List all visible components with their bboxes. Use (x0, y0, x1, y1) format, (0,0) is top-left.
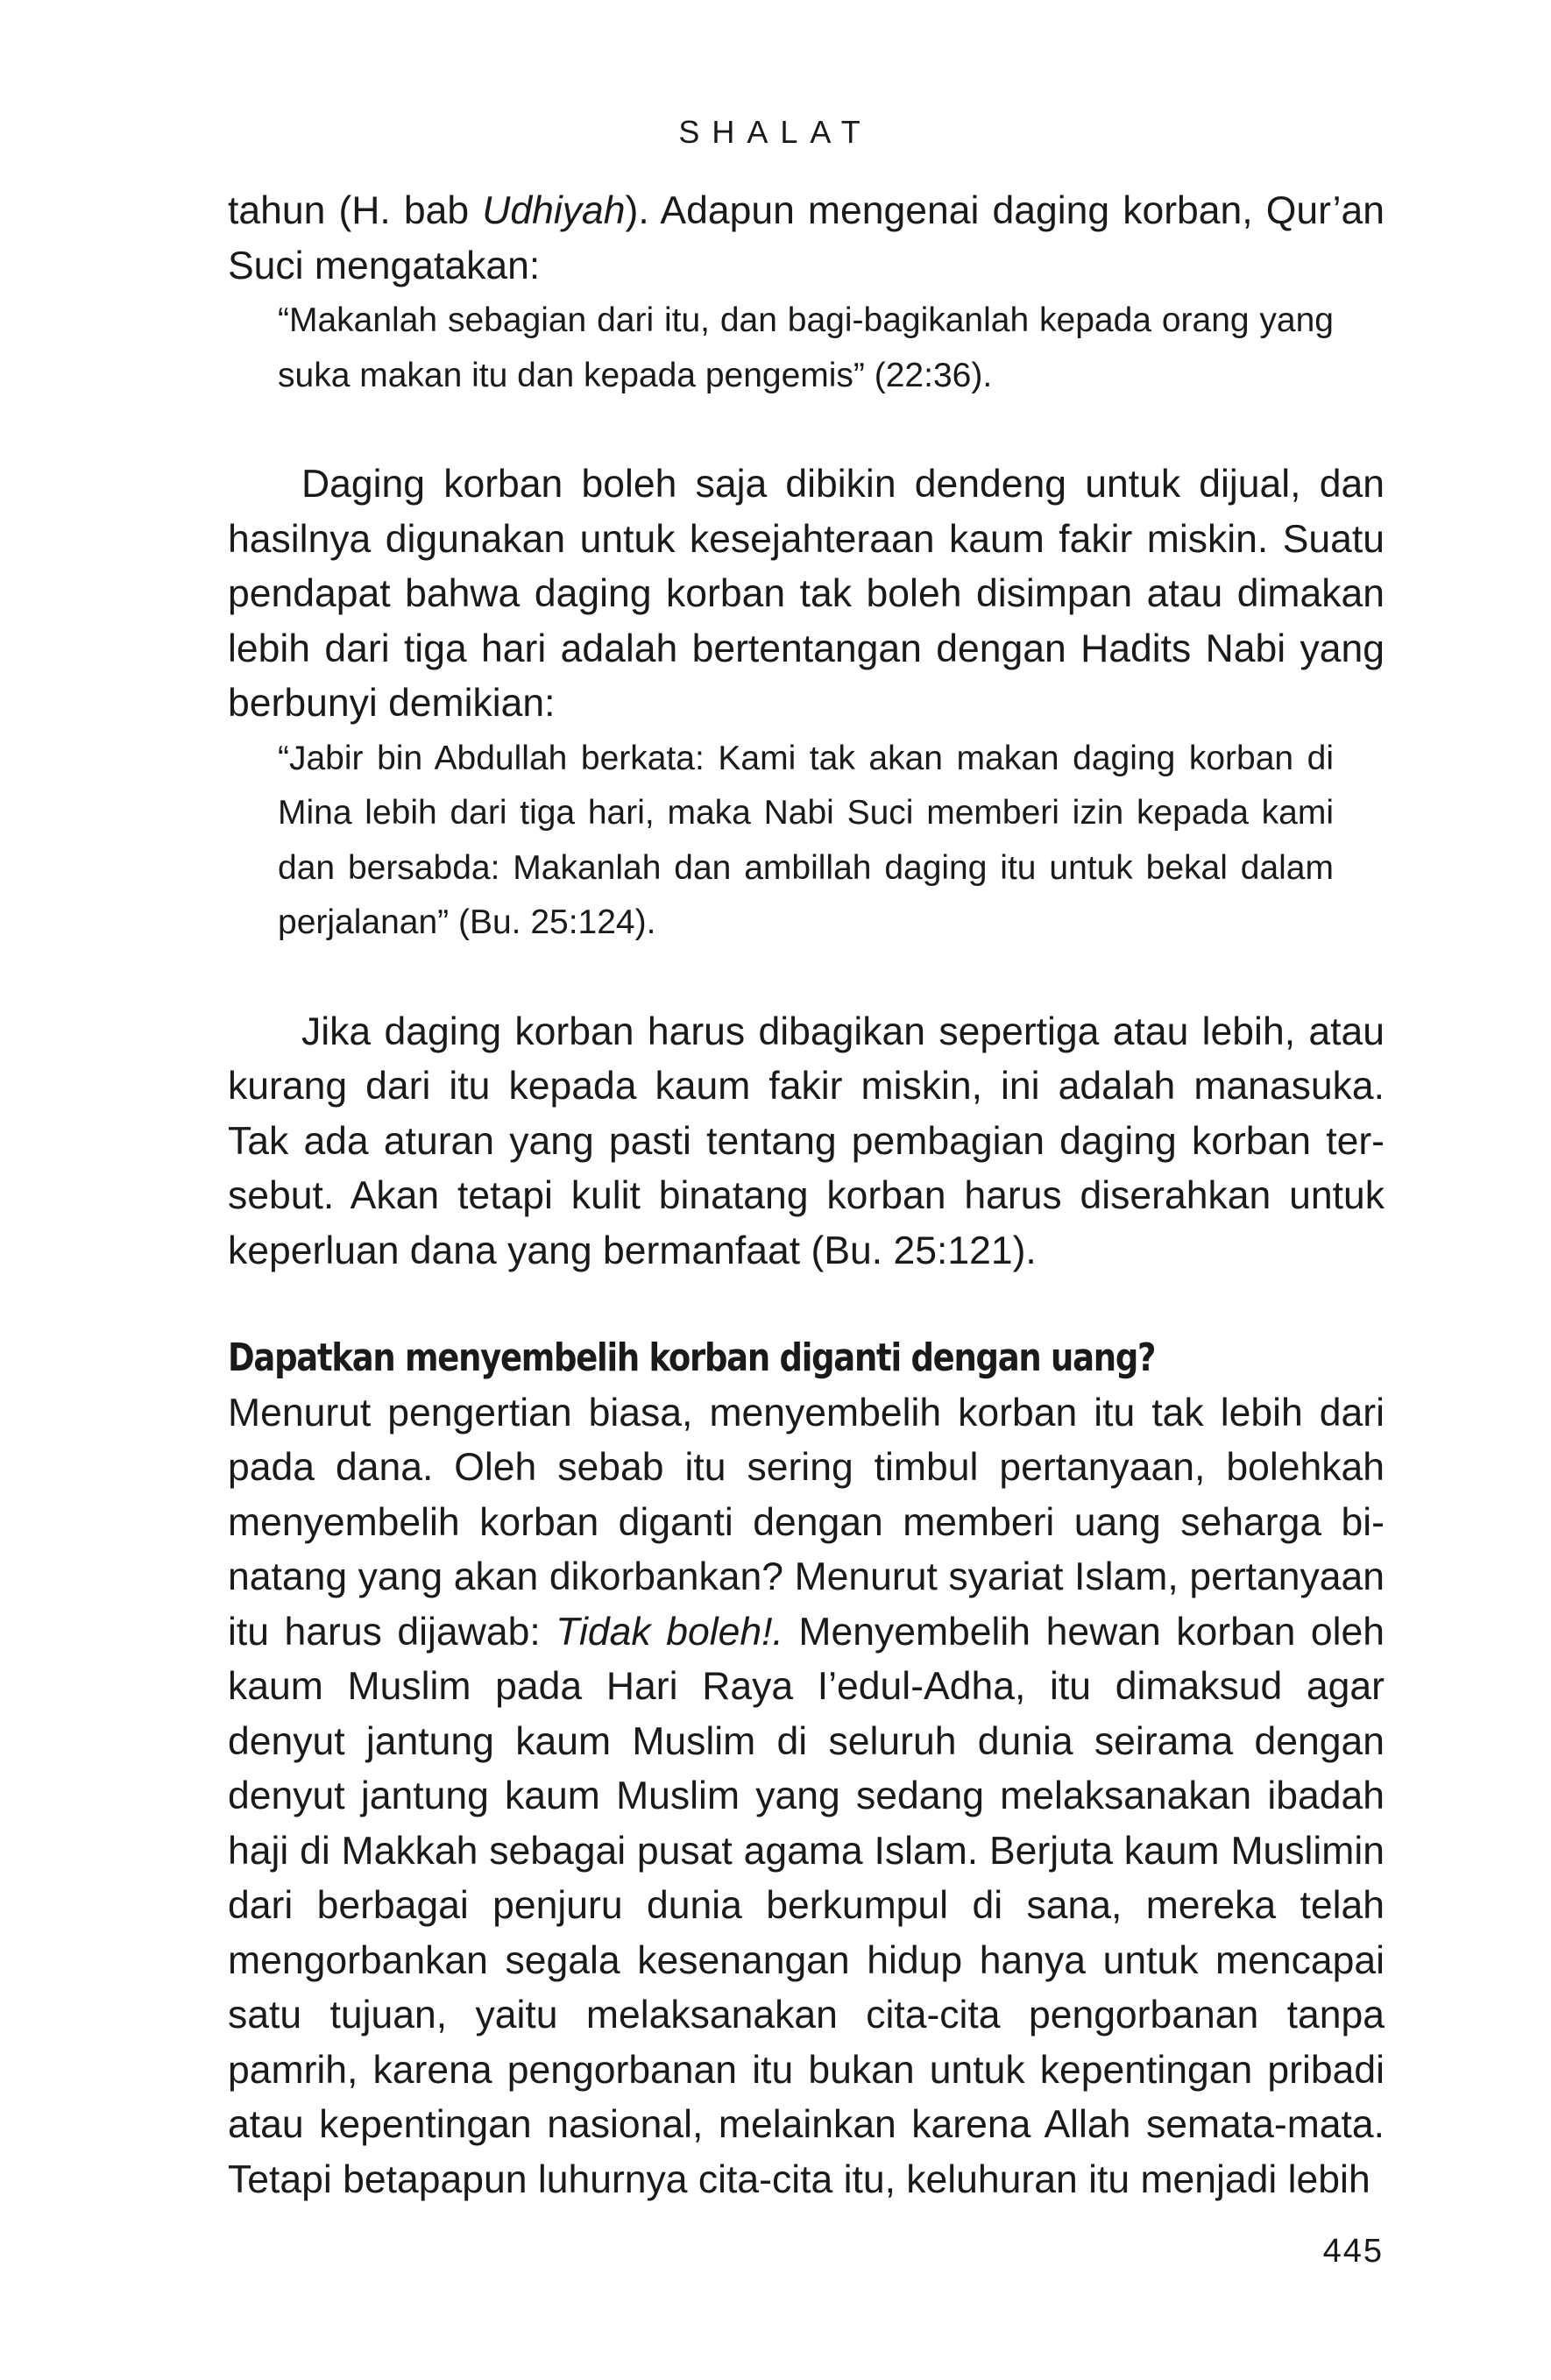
paragraph-4 (228, 1386, 1385, 2208)
paragraph-1-text-a: tahun (H. bab (228, 189, 483, 232)
paragraph-4-italic: Tidak boleh!. (556, 1610, 783, 1654)
quote-quran: “Makanlah sebagian dari itu, dan bagi-bagikanlah kepada orang yang suka makan itu dan kepada pengemis” (22:36). (278, 301, 1334, 394)
page-content (228, 184, 1385, 2207)
section-heading: Dapatkan menyembelih korban diganti dengan uang? (228, 1335, 1156, 1380)
paragraph-3: Jika daging korban harus dibagikan sepertiga atau lebih, atau kurang dari itu kepada kaum fakir miskin, ini adalah manasuka. Tak ada aturan yang pasti tentang pembagian daging korban tersebut. Akan tetapi kulit binatang korban harus diserahkan untuk keperluan dana yang bermanfaat (Bu. 25:121). (228, 1009, 1385, 1272)
running-head: SHALAT (678, 114, 873, 150)
paragraph-1-italic: Udhiyah (482, 189, 626, 232)
paragraph-1-text-b: ). Adapun mengenai daging korban, Qur’an Suci mengatakan: (228, 189, 1385, 287)
quote-hadith: “Jabir bin Abdullah berkata: Kami tak akan makan daging korban di Mina lebih dari tiga hari, maka Nabi Suci memberi izin kepada kami dan bersabda: Makanlah dan ambillah daging itu untuk bekal dalam perjalanan” (Bu. 25:124). (278, 739, 1334, 941)
page-number: 445 (1322, 2233, 1384, 2270)
spacer (228, 403, 1385, 457)
paragraph-1 (228, 184, 1385, 294)
spacer (228, 951, 1385, 1005)
paragraph-4-text-a: Menurut pengertian biasa, menyembelih korban itu tak lebih dari pada dana. Oleh sebab itu sering timbul pertanyaan, bolehkah menyembelih korban diganti dengan memberi uang seharga binatang yang akan dikorbankan? Menurut syariat Islam, pertanyaan itu harus dijawab: (228, 1391, 1385, 1654)
paragraph-2: Daging korban boleh saja dibikin dendeng untuk dijual, dan hasilnya digunakan untuk kesejahteraan kaum fakir miskin. Suatu pendapat bahwa daging korban tak boleh disimpan atau dimakan lebih dari tiga hari adalah bertentangan dengan Hadits Nabi yang berbunyi demikian: (228, 463, 1385, 725)
spacer (228, 1279, 1385, 1331)
paragraph-4-text-b: Menyembelih hewan korban oleh kaum Muslim pada Hari Raya I’edul-Adha, itu dimaksud agar denyut jantung kaum Muslim di seluruh dunia seirama dengan denyut jantung kaum Muslim yang sedang melaksanakan ibadah haji di Makkah sebagai pusat agama Islam. Berjuta kaum Muslimin dari berbagai penjuru dunia berkumpul di sana, mereka telah mengorbankan segala kesenangan hidup hanya untuk mencapai satu tujuan, yaitu melaksanakan cita-cita pengorbanan tanpa pamrih, karena pengorbanan itu bukan untuk kepentingan pribadi atau kepentingan nasional, melainkan karena Allah semata-mata. Tetapi betapapun luhurnya cita-cita itu, keluhuran itu menjadi lebih (228, 1610, 1385, 2201)
